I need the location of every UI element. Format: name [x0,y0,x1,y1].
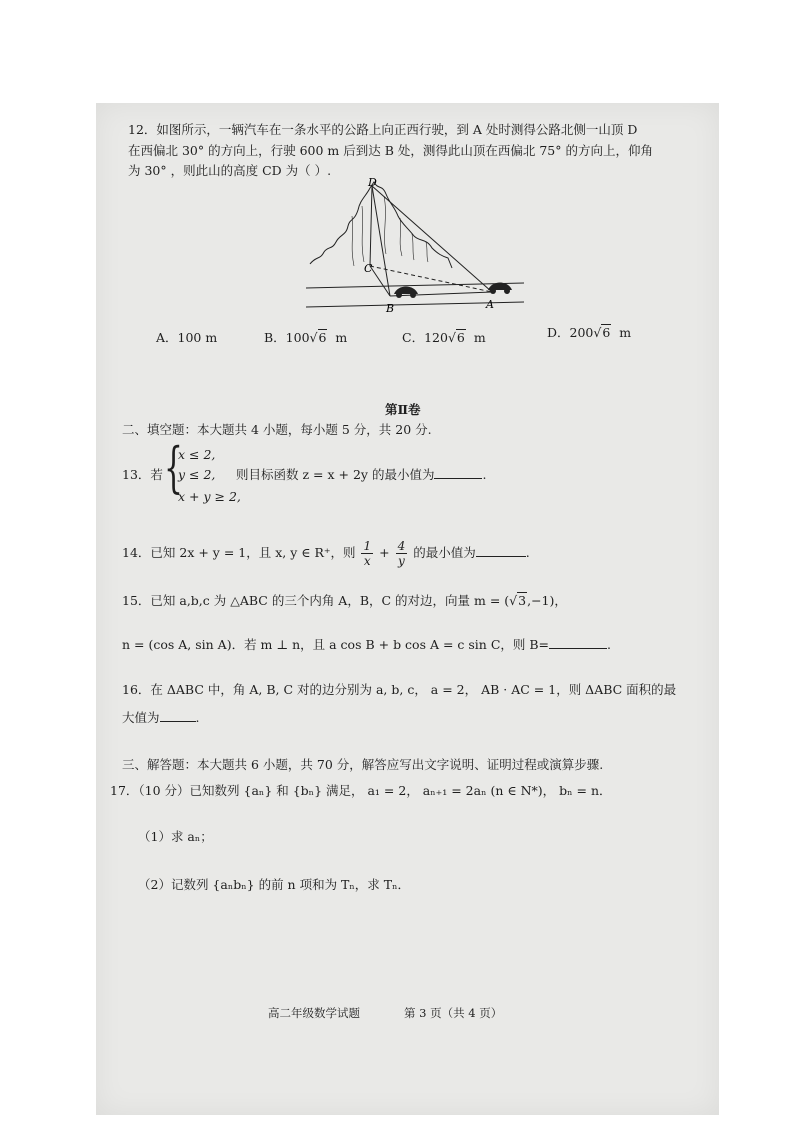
q13-constraint-3: x + y ≥ 2, [178,489,241,504]
q13-answer-blank [434,466,482,479]
q17-line-1: 17．（10 分）已知数列 {aₙ} 和 {bₙ} 满足， a₁ = 2， aₙ₊₁ = 2aₙ (n ∈ N*)， bₙ = n． [110,783,612,798]
part-2-title: 第Ⅱ卷 [385,402,421,417]
fill-blank-section-heading: 二、填空题：本大题共 4 小题，每小题 5 分，共 20 分. [122,422,432,437]
q15-line-2: n = (cos A, sin A)．若 m ⊥ n，且 a cos B + b cos A = c sin C，则 B= . [122,637,612,652]
q15-answer-blank [549,636,607,649]
q14-answer-blank [476,544,526,557]
q12-option-b: B．100√6 m [264,330,348,345]
point-b-label: B [386,302,395,315]
q12-line-3: 为 30° ，则此山的高度 CD 为（ ）. [128,163,332,178]
q14-fraction-2: $\frac{4}{y}$ [397,539,406,568]
q13-text: 则目标函数 z = x + 2y 的最小值为 . [236,467,487,482]
q17-sub-2: （2）记数列 {aₙbₙ} 的前 n 项和为 Tₙ，求 Tₙ． [138,877,411,892]
q12-option-a: A．100 m [156,330,218,345]
q14-fraction-1: $\frac{1}{x}$ [363,539,372,568]
q12-line-1: 12．如图所示，一辆汽车在一条水平的公路上向正西行驶，到 A 处时测得公路北侧一山顶 D [128,122,638,137]
q16-line-1: 16．在 ΔABC 中，角 A, B, C 对的边分别为 a, b, c， a = 2， AB · AC = 1，则 ΔABC 面积的最 [122,682,677,697]
footer-subject: 高二年级数学试题 [268,1006,360,1020]
q14-text: 14．已知 2x + y = 1，且 x, y ∈ R⁺，则 $\frac{1}{x}$ + $\frac{4}{y}$ 的最小值为 . [122,539,530,568]
q13-constraint-2: y ≤ 2, [178,467,216,482]
footer-page-number: 第 3 页（共 4 页） [404,1006,503,1020]
q16-answer-blank [160,709,196,722]
q12-option-c: C．120√6 m [402,330,486,345]
q13-prefix: 13．若 [122,467,163,482]
q12-option-d: D．200√6 m [547,325,632,340]
point-c-label: C [364,262,373,275]
q13-constraint-1: x ≤ 2, [178,447,216,462]
q13-brace: { [164,436,183,499]
point-d-label: D [368,176,377,189]
q17-sub-1: （1）求 aₙ； [138,829,213,844]
solution-section-heading: 三、解答题：本大题共 6 小题，共 70 分，解答应写出文字说明、证明过程或演算步骤. [122,757,604,772]
point-a-label: A [486,298,494,311]
q15-line-1: 15．已知 a,b,c 为 △ABC 的三个内角 A，B，C 的对边，向量 m = (√3,−1)， [122,593,567,608]
q12-line-2: 在西偏北 30° 的方向上，行驶 600 m 后到达 B 处，测得此山顶在西偏北 75° 的方向上，仰角 [128,143,653,158]
mountain-figure [302,176,552,316]
q16-line-2: 大值为 . [122,710,200,725]
